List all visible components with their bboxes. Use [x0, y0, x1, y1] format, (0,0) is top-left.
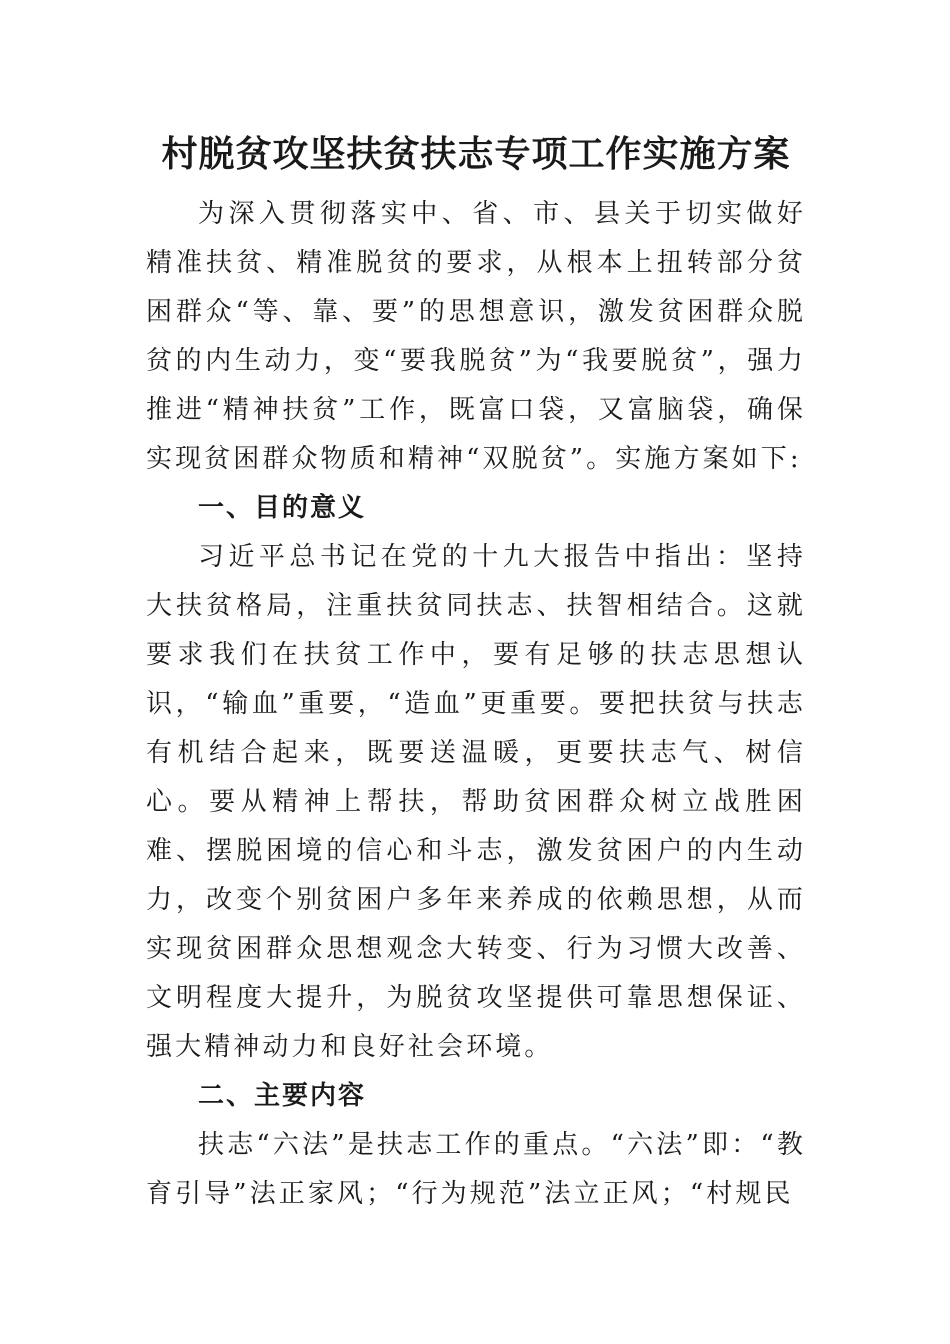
- section-body-purpose: 习近平总书记在党的十九大报告中指出：坚持大扶贫格局，注重扶贫同扶志、扶智相结合。这就要求我们在扶贫工作中，要有足够的扶志思想认识，“输血”重要，“造血”更重要。要把扶贫与扶志有机结合起来，既要送温暖，更要扶志气、树信心。要从精神上帮扶，帮助贫困群众树立战胜困难、摆脱困境的信心和斗志，激发贫困户的内生动力，改变个别贫困户多年来养成的依赖思想，从而实现贫困群众思想观念大转变、行为习惯大改善、文明程度大提升，为脱贫攻坚提供可靠思想保证、强大精神动力和良好社会环境。: [146, 542, 806, 1062]
- document-page: [146, 128, 806, 1219]
- section-body-content: 扶志“六法”是扶志工作的重点。“六法”即：“教育引导”法正家风；“行为规范”法立正风；“村规民: [146, 1130, 806, 1209]
- document-title: 村脱贫攻坚扶贫扶志专项工作实施方案: [161, 133, 791, 175]
- intro-paragraph: 为深入贯彻落实中、省、市、县关于切实做好精准扶贫、精准脱贫的要求，从根本上扭转部分贫困群众“等、靠、要”的思想意识，激发贫困群众脱贫的内生动力，变“要我脱贫”为“我要脱贫”，强力推进“精神扶贫”工作，既富口袋，又富脑袋，确保实现贫困群众物质和精神“双脱贫”。实施方案如下:: [146, 199, 806, 474]
- section-heading-purpose: 一、目的意义: [198, 493, 367, 523]
- section-heading-content: 二、主要内容: [198, 1081, 367, 1111]
